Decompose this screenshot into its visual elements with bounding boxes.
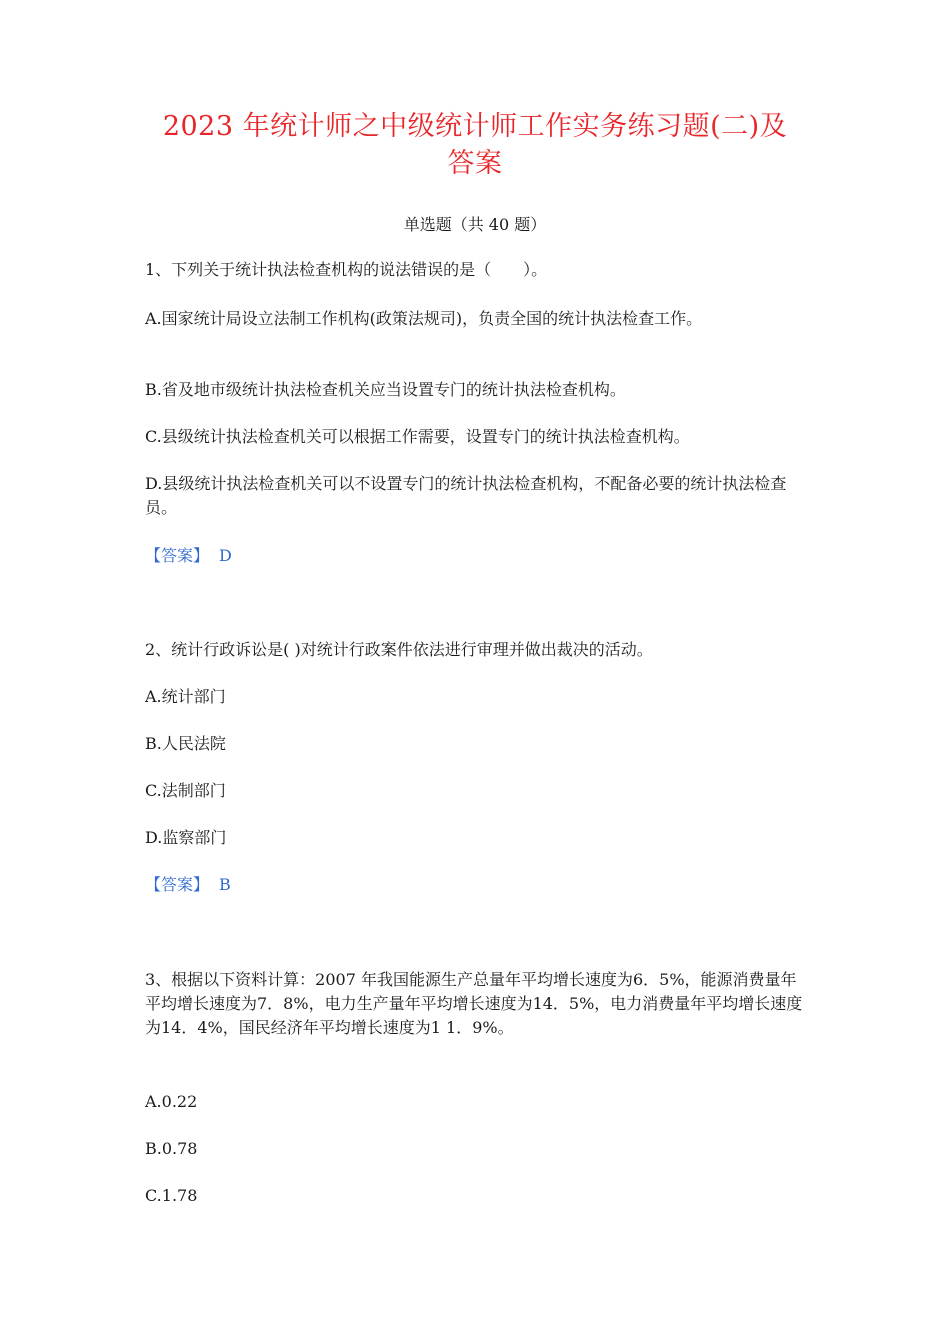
question-1-option-d: D.县级统计执法检查机关可以不设置专门的统计执法检查机构，不配备必要的统计执法检查员。 (145, 474, 787, 517)
question-3-option-c: C.1.78 (145, 1186, 198, 1205)
question-1-option-b: B.省及地市级统计执法检查机关应当设置专门的统计执法检查机构。 (145, 380, 626, 399)
question-3-option-a: A.0.22 (145, 1092, 198, 1111)
answer-label: 【答案】 (145, 875, 210, 894)
question-2-stem: 2、统计行政诉讼是( )对统计行政案件依法进行审理并做出裁决的活动。 (145, 640, 653, 659)
question-2-option-c: C.法制部门 (145, 781, 226, 800)
answer-value: B (219, 875, 231, 894)
title-line-2: 答案 (447, 148, 503, 179)
question-1-answer (145, 544, 810, 568)
question-2-answer (145, 873, 810, 897)
question-3-option-b: B.0.78 (145, 1139, 198, 1158)
question-2-option-a: A.统计部门 (145, 687, 226, 706)
question-1-stem: 1、下列关于统计执法检查机构的说法错误的是（ ）。 (145, 260, 548, 279)
question-1-option-a: A.国家统计局设立法制工作机构(政策法规司)，负责全国的统计执法检查工作。 (145, 309, 703, 328)
document-title (120, 108, 830, 182)
question-1-option-c: C.县级统计执法检查机关可以根据工作需要，设置专门的统计执法检查机构。 (145, 427, 690, 446)
answer-value: D (219, 546, 232, 565)
question-3-stem: 3、根据以下资料计算：2007 年我国能源生产总量年平均增长速度为6．5%，能源消费量年平均增长速度为7．8%，电力生产量年平均增长速度为14．5%，电力消费量年平均增长速度为14．4%，国民经济年平均增长速度为1 1．9%。 (145, 970, 803, 1037)
question-2-option-d: D.监察部门 (145, 828, 227, 847)
answer-label: 【答案】 (145, 546, 210, 565)
title-line-1: 2023 年统计师之中级统计师工作实务练习题(二)及 (162, 111, 788, 142)
question-2-option-b: B.人民法院 (145, 734, 226, 753)
section-heading: 单选题（共 40 题） (403, 215, 547, 234)
